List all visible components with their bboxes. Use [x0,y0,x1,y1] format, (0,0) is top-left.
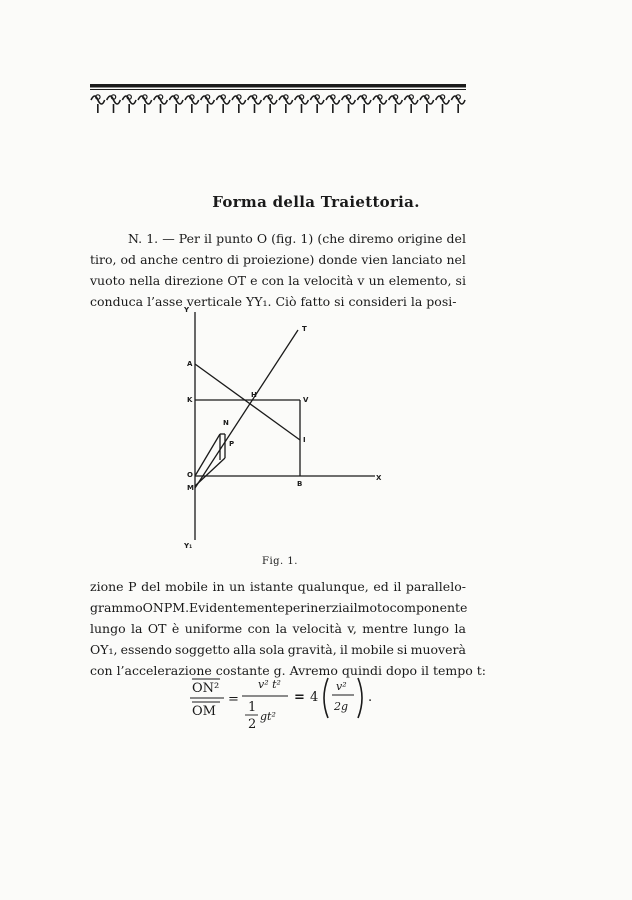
word: parallelo- [405,579,466,594]
word: inerzia [306,600,350,615]
ornament-scroll [248,96,262,104]
text-line [90,270,466,291]
word: la [275,621,288,636]
word: Per [178,231,200,246]
word: con [247,621,271,636]
word: ed [373,579,389,594]
word: grammo [90,600,143,615]
word: nel [446,252,466,267]
word: elemento, [388,273,452,288]
ornament-pendant [410,104,412,113]
label-t: T [302,325,307,333]
label-y1: Y₁ [184,542,193,550]
word: — [162,231,175,246]
ornament-pendant [379,104,381,113]
word: con [261,273,285,288]
word: il [393,579,402,594]
word: lungo [413,621,450,636]
parallelogram-m [195,458,225,486]
ornament-scroll [389,96,403,104]
word: N. [128,231,143,246]
lhs-numerator: ON² [192,681,220,696]
ornament-scroll [216,96,230,104]
ornament-scroll [310,96,324,104]
ornament-pendant [128,104,130,113]
label-b: B [297,480,303,488]
ornament-scroll [342,96,356,104]
word: uniforme [184,621,243,636]
ornament-scroll [436,96,450,104]
word: un [368,273,385,288]
word: costante [215,663,274,678]
ornament-pendant [426,104,428,113]
word: si [455,273,466,288]
word: (fig. [271,231,297,246]
ornament-scroll [451,96,465,104]
ornament-pendant [238,104,240,113]
word: zione [90,579,124,594]
ornament-scroll [279,96,293,104]
ornament-pendant [97,104,99,113]
word: il [349,600,358,615]
ornament-scroll [404,96,418,104]
trajectory-figure [170,300,400,562]
word: mentre [362,621,408,636]
ornament-pendant [269,104,271,113]
word: per [284,600,307,615]
word: origine [397,231,443,246]
ornament-scroll [169,96,183,104]
word: in [212,579,225,594]
word: si [334,294,349,309]
text-line [90,597,466,618]
ornament-scroll [295,96,309,104]
word: t: [476,663,487,678]
equals-sign-2: = [294,690,305,705]
word: YY₁. [245,294,276,309]
word: di [227,252,240,267]
word: la [131,621,143,636]
mid-den-tail: gt² [260,710,276,723]
ornament-pendant [395,104,397,113]
word: tempo [432,663,477,678]
word: mobile [165,579,208,594]
word: il [421,663,433,678]
label-o: O [187,471,193,479]
word: lungo [90,621,126,636]
ornament-scroll [91,96,105,104]
word: componente [389,600,468,615]
ornament-pendant [175,104,177,113]
word: 1. [146,231,159,246]
word: il [204,231,213,246]
word: essendo [120,642,172,657]
word: dopo [385,663,421,678]
ornament-pendant [222,104,224,113]
label-p: P [229,440,235,448]
ornament-scroll [138,96,152,104]
word: moto [357,600,390,615]
ornament-pendant [363,104,365,113]
label-x: X [376,474,382,482]
word: fatto [300,294,335,309]
word: verticale [186,294,246,309]
word: la [288,273,300,288]
ornament-scroll [357,96,371,104]
word: OT [147,621,167,636]
word: donde [318,252,358,267]
ornament-scroll [154,96,168,104]
word: O [256,231,268,246]
label-a: A [187,360,193,368]
ornament-pendant [207,104,209,113]
equals-sign: = [228,692,239,707]
ornament-pendant [332,104,334,113]
word: istante [249,579,294,594]
word: sola [259,642,285,657]
ornament-pendant [442,104,444,113]
coefficient: 4 [310,690,319,705]
word: l’asse [147,294,187,309]
label-y: Y [184,306,190,314]
mid-numerator: v² t² [258,678,281,691]
text-line [90,249,466,270]
label-n: N [223,419,229,427]
ornament-pendant [113,104,115,113]
word: e [250,273,258,288]
word: ONPM. [142,600,190,615]
ornament-scroll [122,96,136,104]
ornament-pendant [348,104,350,113]
word: gravità, [287,642,337,657]
word: v [357,273,365,288]
word: tiro, [90,252,117,267]
word: mobile [351,642,394,657]
paren-denominator: 2g [334,700,349,713]
word: del [446,231,466,246]
word: vuoto [90,273,126,288]
ornament-pendant [144,104,146,113]
word: proiezione) [243,252,315,267]
ornament-scroll [185,96,199,104]
ornament-scroll [201,96,215,104]
word: vien [361,252,388,267]
word: un [229,579,246,594]
label-k: K [187,396,193,404]
ornament-scroll [107,96,121,104]
word: anche [140,252,179,267]
ornament-scroll [373,96,387,104]
mid-den-one: 1 [248,700,257,715]
paren-numerator: v² [336,680,347,693]
word: direzione [164,273,224,288]
ornament-pendant [316,104,318,113]
equation-period: . [368,690,373,705]
text-line [90,639,466,660]
label-m: M [187,484,194,492]
lhs-denominator: OM [192,704,216,719]
line-ai [195,364,300,440]
word: OT [227,273,246,288]
word: 1) [300,231,314,246]
word: posi- [426,294,457,309]
word: la [454,621,466,636]
text-line [90,576,466,597]
ornament-scroll [232,96,246,104]
figure-caption: Fig. 1. [262,556,298,567]
label-h: H [251,391,257,399]
word: la [410,294,427,309]
label-i: I [303,436,306,444]
word: l’accelerazione [116,663,216,678]
ornament-pendant [254,104,256,113]
word: Avremo [289,663,342,678]
section-title: Forma della Traiettoria. [212,193,420,211]
ornament-pendant [191,104,193,113]
word: diremo [348,231,394,246]
word: v, [347,621,357,636]
word: P [128,579,137,594]
paragraph-continuation [90,576,487,681]
word: si [397,642,408,657]
word: od [120,252,137,267]
word: (che [317,231,345,246]
word: con [90,663,117,678]
word: punto [216,231,253,246]
word: velocità [292,621,342,636]
text-line [90,618,466,639]
ornament-pendant [457,104,459,113]
ornament-scroll [420,96,434,104]
word: Evidentemente [189,600,285,615]
word: conduca [90,294,148,309]
word: g. [273,663,290,678]
word: soggetto [175,642,230,657]
equation [170,668,400,738]
word: muoverà [410,642,466,657]
text-line [90,228,466,249]
word: quindi [341,663,386,678]
ornamental-header-band [90,84,466,124]
word: alla [233,642,257,657]
ornament-scroll [326,96,340,104]
label-v: V [303,396,309,404]
word: è [171,621,180,636]
word: nella [129,273,161,288]
word: Ciò [275,294,301,309]
ornament-pendant [301,104,303,113]
word: velocità [303,273,354,288]
ornament-pendant [160,104,162,113]
word: consideri [348,294,411,309]
line-ot [195,330,298,488]
ornament-scroll [263,96,277,104]
word: OY₁, [90,642,118,657]
ornament-pendant [285,104,287,113]
word: qualunque, [297,579,369,594]
word: lanciato [391,252,443,267]
word: centro [182,252,224,267]
word: il [339,642,348,657]
mid-den-two: 2 [248,717,257,732]
word: del [141,579,161,594]
